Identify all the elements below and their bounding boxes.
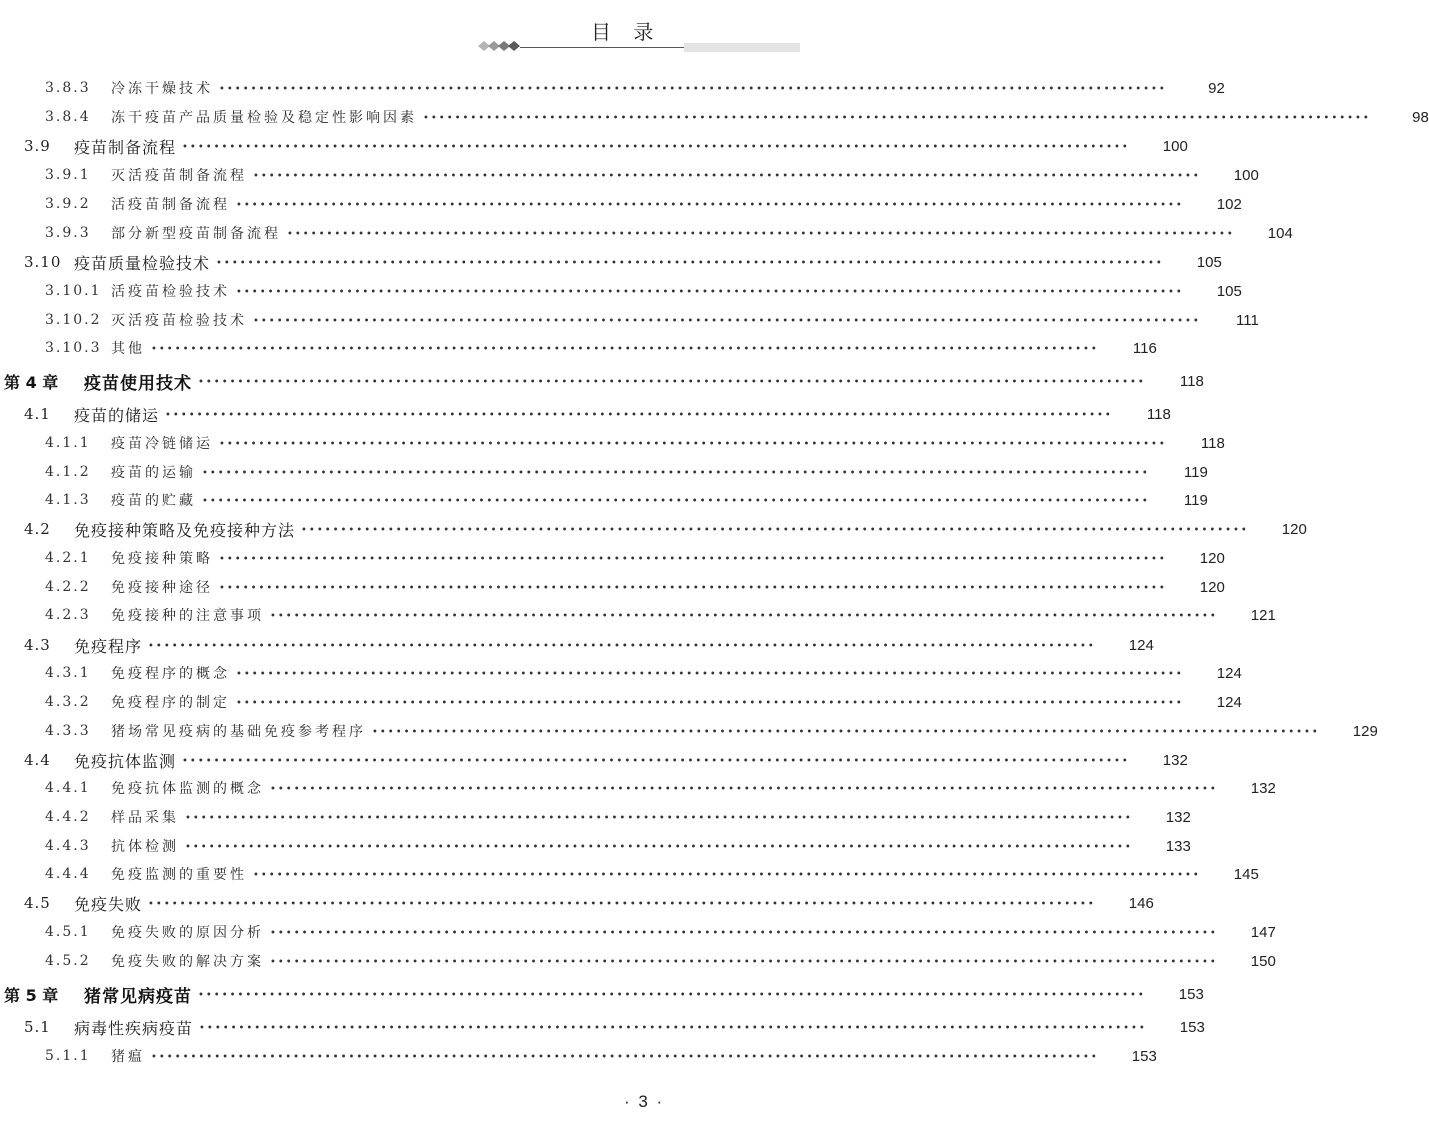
dot-leader: •••••••••••••••••••••••••••••••••••••••••••••••••••••••••••••••••••••••••••••••••••••••••••••••••••••••••••••••••••••••• [151,343,1099,355]
toc-entry-number: 3.10.1 [45,283,102,299]
toc-entry-title: 免疫抗体监测 [74,751,177,771]
dot-leader: •••••••••••••••••••••••••••••••••••••••••••••••••••••••••••••••••••••••••••••••••••••••••••••••••••••••••••••••••••••••• [148,640,1096,652]
toc-entry-title: 疫苗的贮藏 [111,493,196,509]
toc-entry-page: 120 [1281,520,1307,538]
toc-entry[interactable] [0,631,1154,659]
toc-entry-title: 冻干疫苗产品质量检验及稳定性影响因素 [111,110,417,126]
toc-entry-number: 4.3.1 [45,665,91,681]
header-title: 目 录 [591,20,662,44]
toc-entry-page: 92 [1208,79,1225,97]
toc-entry-title: 疫苗质量检验技术 [74,253,211,273]
toc-entry[interactable] [0,918,1276,946]
dot-leader: •••••••••••••••••••••••••••••••••••••••••••••••••••••••••••••••••••••••••••••••••••••••••••••••••••••••••••••••••••••••• [219,438,1167,450]
toc-entry-page: 102 [1216,195,1242,213]
toc-entry-title: 免疫程序的概念 [111,666,230,682]
toc-entry-page: 132 [1162,751,1188,769]
toc-entry[interactable] [0,774,1276,802]
toc-chapter-entry[interactable] [0,367,1204,395]
toc-entry-number: 4.3.2 [45,694,91,710]
toc-entry[interactable] [0,458,1208,486]
toc-entry-title: 免疫抗体监测的概念 [111,781,264,797]
toc-entry[interactable] [0,219,1293,247]
dot-leader: •••••••••••••••••••••••••••••••••••••••••••••••••••••••••••••••••••••••••••••••••••••••••••••••••••••••••••••••••••••••• [236,286,1184,298]
toc-entry[interactable] [0,277,1242,305]
toc-entry-title: 猪场常见疫病的基础免疫参考程序 [111,724,366,740]
toc-entry-number: 3.8.4 [45,109,91,125]
toc-entry[interactable] [0,860,1259,888]
dot-leader: •••••••••••••••••••••••••••••••••••••••••••••••••••••••••••••••••••••••••••••••••••••••••••••••••••••••••••••••••••••••• [236,697,1184,709]
toc-entry-page: 133 [1165,837,1191,855]
toc-entry[interactable] [0,334,1157,362]
toc-entry-number: 4.1.1 [45,435,91,451]
dot-leader: •••••••••••••••••••••••••••••••••••••••••••••••••••••••••••••••••••••••••••••••••••••••••••••••••••••••••••••••••••••••• [270,956,1218,968]
toc-entry-page: 116 [1132,339,1157,357]
toc-entry-number: 3.9.2 [45,196,91,212]
toc-entry-page: 100 [1233,166,1259,184]
toc-entry-page: 147 [1250,923,1276,941]
toc-entry-page: 124 [1216,693,1242,711]
toc-entry-page: 124 [1216,664,1242,682]
toc-entry-page: 119 [1183,491,1208,509]
toc-entry[interactable] [0,306,1259,334]
toc-entry[interactable] [0,889,1154,917]
toc-entry-page: 132 [1250,779,1276,797]
toc-entry-page: 119 [1183,463,1208,481]
toc-entry-title: 猪瘟 [111,1049,145,1065]
dot-leader: •••••••••••••••••••••••••••••••••••••••••••••••••••••••••••••••••••••••••••••••••••••••••••••••••••••••••••••••••••••••• [219,553,1167,565]
toc-entry-title: 灭活疫苗检验技术 [111,313,247,329]
toc-entry[interactable] [0,515,1307,543]
toc-entry[interactable] [0,161,1259,189]
toc-entry-title: 猪常见病疫苗 [84,986,192,1007]
toc-entry-page: 124 [1128,636,1154,654]
toc-entry-page: 98 [1412,108,1429,126]
toc-entry-title: 疫苗的储运 [74,405,160,425]
toc-entry[interactable] [0,400,1171,428]
toc-entry-title: 部分新型疫苗制备流程 [111,226,281,242]
toc-entry-number: 4.5 [24,894,51,912]
toc-entry[interactable] [0,573,1225,601]
dot-leader: •••••••••••••••••••••••••••••••••••••••••••••••••••••••••••••••••••••••••••••••••••••••••••••••••••••••••••••••••••••••• [270,927,1218,939]
toc-entry-number: 4.3.3 [45,723,91,739]
toc-entry-title: 样品采集 [111,810,179,826]
toc-entry-page: 145 [1233,865,1259,883]
toc-entry-number: 4.1.2 [45,464,91,480]
toc-entry-number: 3.9.3 [45,225,91,241]
toc-entry[interactable] [0,429,1225,457]
toc-entry-number: 第 5 章 [4,985,59,1005]
dot-leader: •••••••••••••••••••••••••••••••••••••••••••••••••••••••••••••••••••••••••••••••••••••••••••••••••••••••••••••••••••••••• [199,1022,1147,1034]
toc-entry-page: 153 [1179,1018,1205,1036]
toc-entry[interactable] [0,486,1208,514]
dot-leader: •••••••••••••••••••••••••••••••••••••••••••••••••••••••••••••••••••••••••••••••••••••••••••••••••••••••••••••••••••••••• [151,1051,1099,1063]
toc-entry-title: 疫苗冷链储运 [111,436,213,452]
toc-entry-number: 3.9.1 [45,167,91,183]
toc-entry-number: 3.10.3 [45,340,102,356]
toc-entry-page: 132 [1165,808,1191,826]
toc-entry-number: 4.4.4 [45,866,91,882]
toc-entry-page: 121 [1250,606,1276,624]
toc-entry-number: 4.5.2 [45,953,91,969]
toc-entry-title: 免疫监测的重要性 [111,867,247,883]
toc-entry-number: 4.2.2 [45,579,91,595]
dot-leader: •••••••••••••••••••••••••••••••••••••••••••••••••••••••••••••••••••••••••••••••••••••••••••••••••••••••••••••••••••••••• [182,755,1130,767]
toc-entry-page: 100 [1162,137,1188,155]
toc-entry-number: 3.9 [24,137,51,155]
dot-leader: •••••••••••••••••••••••••••••••••••••••••••••••••••••••••••••••••••••••••••••••••••••••••••••••••••••••••••••••••••••••• [182,141,1130,153]
toc-entry-page: 120 [1199,578,1225,596]
toc-entry-page: 153 [1131,1047,1157,1065]
dot-leader: •••••••••••••••••••••••••••••••••••••••••••••••••••••••••••••••••••••••••••••••••••••••••••••••••••••••••••••••••••••••• [185,812,1133,824]
dot-leader: •••••••••••••••••••••••••••••••••••••••••••••••••••••••••••••••••••••••••••••••••••••••••••••••••••••••••••••••••••••••• [423,112,1371,124]
dot-leader: •••••••••••••••••••••••••••••••••••••••••••••••••••••••••••••••••••••••••••••••••••••••••••••••••••••••••••••••••••••••• [287,228,1235,240]
dot-leader: •••••••••••••••••••••••••••••••••••••••••••••••••••••••••••••••••••••••••••••••••••••••••••••••••••••••••••••••••••••••• [202,495,1150,507]
toc-entry-number: 3.10 [24,253,62,271]
toc-entry-title: 冷冻干燥技术 [111,81,213,97]
toc-entry-page: 129 [1352,722,1378,740]
dot-leader: •••••••••••••••••••••••••••••••••••••••••••••••••••••••••••••••••••••••••••••••••••••••••••••••••••••••••••••••••••••••• [372,726,1320,738]
toc-chapter-entry[interactable] [0,980,1204,1008]
toc-entry-title: 活疫苗检验技术 [111,284,230,300]
toc-entry[interactable] [0,601,1276,629]
toc-entry-number: 4.1.3 [45,492,91,508]
dot-leader: •••••••••••••••••••••••••••••••••••••••••••••••••••••••••••••••••••••••••••••••••••••••••••••••••••••••••••••••••••••••• [216,257,1164,269]
dot-leader: •••••••••••••••••••••••••••••••••••••••••••••••••••••••••••••••••••••••••••••••••••••••••••••••••••••••••••••••••••••••• [270,783,1218,795]
toc-entry-page: 120 [1199,549,1225,567]
page-number: · 3 · [624,1092,665,1111]
running-header [0,0,800,60]
toc-entry-title: 免疫程序的制定 [111,695,230,711]
dot-leader: •••••••••••••••••••••••••••••••••••••••••••••••••••••••••••••••••••••••••••••••••••••••••••••••••••••••••••••••••••••••• [253,170,1201,182]
dot-leader: •••••••••••••••••••••••••••••••••••••••••••••••••••••••••••••••••••••••••••••••••••••••••••••••••••••••••••••••••••••••• [270,610,1218,622]
toc-entry[interactable] [0,132,1188,160]
toc-entry-number: 第 4 章 [4,372,59,392]
toc-entry-number: 4.4.2 [45,809,91,825]
dot-leader: •••••••••••••••••••••••••••••••••••••••••••••••••••••••••••••••••••••••••••••••••••••••••••••••••••••••••••••••••••••••• [253,869,1201,881]
toc-entry-page: 118 [1200,434,1225,452]
toc-entry-page: 104 [1267,224,1293,242]
dot-leader: •••••••••••••••••••••••••••••••••••••••••••••••••••••••••••••••••••••••••••••••••••••••••••••••••••••••••••••••••••••••• [301,524,1249,536]
dot-leader: •••••••••••••••••••••••••••••••••••••••••••••••••••••••••••••••••••••••••••••••••••••••••••••••••••••••••••••••••••••••• [219,582,1167,594]
toc-entry-page: 118 [1146,405,1171,423]
toc-entry[interactable] [0,832,1191,860]
toc-entry-number: 4.4 [24,751,51,769]
toc-entry[interactable] [0,659,1242,687]
toc-entry[interactable] [0,544,1225,572]
toc-entry-number: 5.1.1 [45,1048,91,1064]
toc-entry-number: 4.4.3 [45,838,91,854]
toc-entry-title: 免疫接种策略 [111,551,213,567]
toc-entry[interactable] [0,688,1242,716]
dot-leader: •••••••••••••••••••••••••••••••••••••••••••••••••••••••••••••••••••••••••••••••••••••••••••••••••••••••••••••••••••••••• [185,841,1133,853]
toc-entry-title: 灭活疫苗制备流程 [111,168,247,184]
toc-entry-title: 免疫程序 [74,636,143,656]
toc-entry-title: 疫苗制备流程 [74,137,177,157]
toc-entry[interactable] [0,190,1242,218]
toc-entry-number: 4.3 [24,636,51,654]
toc-entry[interactable] [0,717,1378,745]
toc-entry[interactable] [0,103,1429,131]
toc-entry-number: 4.5.1 [45,924,91,940]
toc-entry-title: 免疫失败的解决方案 [111,954,264,970]
toc-entry-number: 4.4.1 [45,780,91,796]
toc-entry-page: 111 [1236,311,1259,329]
toc-entry-title: 病毒性疾病疫苗 [74,1018,194,1038]
dot-leader: •••••••••••••••••••••••••••••••••••••••••••••••••••••••••••••••••••••••••••••••••••••••••••••••••••••••••••••••••••••••• [253,315,1201,327]
toc-entry-number: 3.10.2 [45,312,102,328]
toc-entry[interactable] [0,1042,1157,1070]
toc-entry-number: 3.8.3 [45,80,91,96]
toc-entry[interactable] [0,74,1225,102]
toc-entry-title: 疫苗使用技术 [84,373,192,394]
toc-entry-title: 免疫接种的注意事项 [111,608,264,624]
toc-entry-number: 4.2 [24,520,51,538]
header-rule [520,47,684,48]
dot-leader: •••••••••••••••••••••••••••••••••••••••••••••••••••••••••••••••••••••••••••••••••••••••••••••••••••••••••••••••••••••••• [202,467,1150,479]
toc-entry-title: 免疫接种途径 [111,580,213,596]
toc-entry[interactable] [0,248,1222,276]
dot-leader: •••••••••••••••••••••••••••••••••••••••••••••••••••••••••••••••••••••••••••••••••••••••••••••••••••••••••••••••••••••••• [236,668,1184,680]
toc-entry-page: 118 [1179,372,1204,390]
dot-leader: •••••••••••••••••••••••••••••••••••••••••••••••••••••••••••••••••••••••••••••••••••••••••••••••••••••••••••••••••••••••• [236,199,1184,211]
toc-entry-number: 4.2.3 [45,607,91,623]
dot-leader: •••••••••••••••••••••••••••••••••••••••••••••••••••••••••••••••••••••••••••••••••••••••••••••••••••••••••••••••••••••••• [198,376,1146,388]
toc-entry-page: 146 [1128,894,1154,912]
toc-entry-number: 5.1 [24,1018,51,1036]
toc-entry-page: 105 [1196,253,1222,271]
toc-entry-page: 153 [1178,985,1204,1003]
toc-entry-title: 其他 [111,341,145,357]
dot-leader: •••••••••••••••••••••••••••••••••••••••••••••••••••••••••••••••••••••••••••••••••••••••••••••••••••••••••••••••••••••••• [165,409,1113,421]
toc-entry-page: 105 [1216,282,1242,300]
toc-entry[interactable] [0,746,1188,774]
toc-entry-number: 4.1 [24,405,51,423]
dot-leader: •••••••••••••••••••••••••••••••••••••••••••••••••••••••••••••••••••••••••••••••••••••••••••••••••••••••••••••••••••••••• [198,989,1146,1001]
toc-entry-title: 免疫接种策略及免疫接种方法 [74,520,296,540]
dot-leader: •••••••••••••••••••••••••••••••••••••••••••••••••••••••••••••••••••••••••••••••••••••••••••••••••••••••••••••••••••••••• [219,83,1167,95]
toc-entry-title: 免疫失败的原因分析 [111,925,264,941]
toc-entry[interactable] [0,947,1276,975]
toc-entry-title: 疫苗的运输 [111,465,196,481]
diamond-ornament-icon [474,38,524,54]
toc-entry[interactable] [0,803,1191,831]
toc-entry[interactable] [0,1013,1205,1041]
toc-entry-page: 150 [1250,952,1276,970]
toc-entry-title: 抗体检测 [111,839,179,855]
toc-entry-title: 活疫苗制备流程 [111,197,230,213]
dot-leader: •••••••••••••••••••••••••••••••••••••••••••••••••••••••••••••••••••••••••••••••••••••••••••••••••••••••••••••••••••••••• [148,898,1096,910]
toc-entry-title: 免疫失败 [74,894,143,914]
toc-entry-number: 4.2.1 [45,550,91,566]
header-band [684,43,800,52]
